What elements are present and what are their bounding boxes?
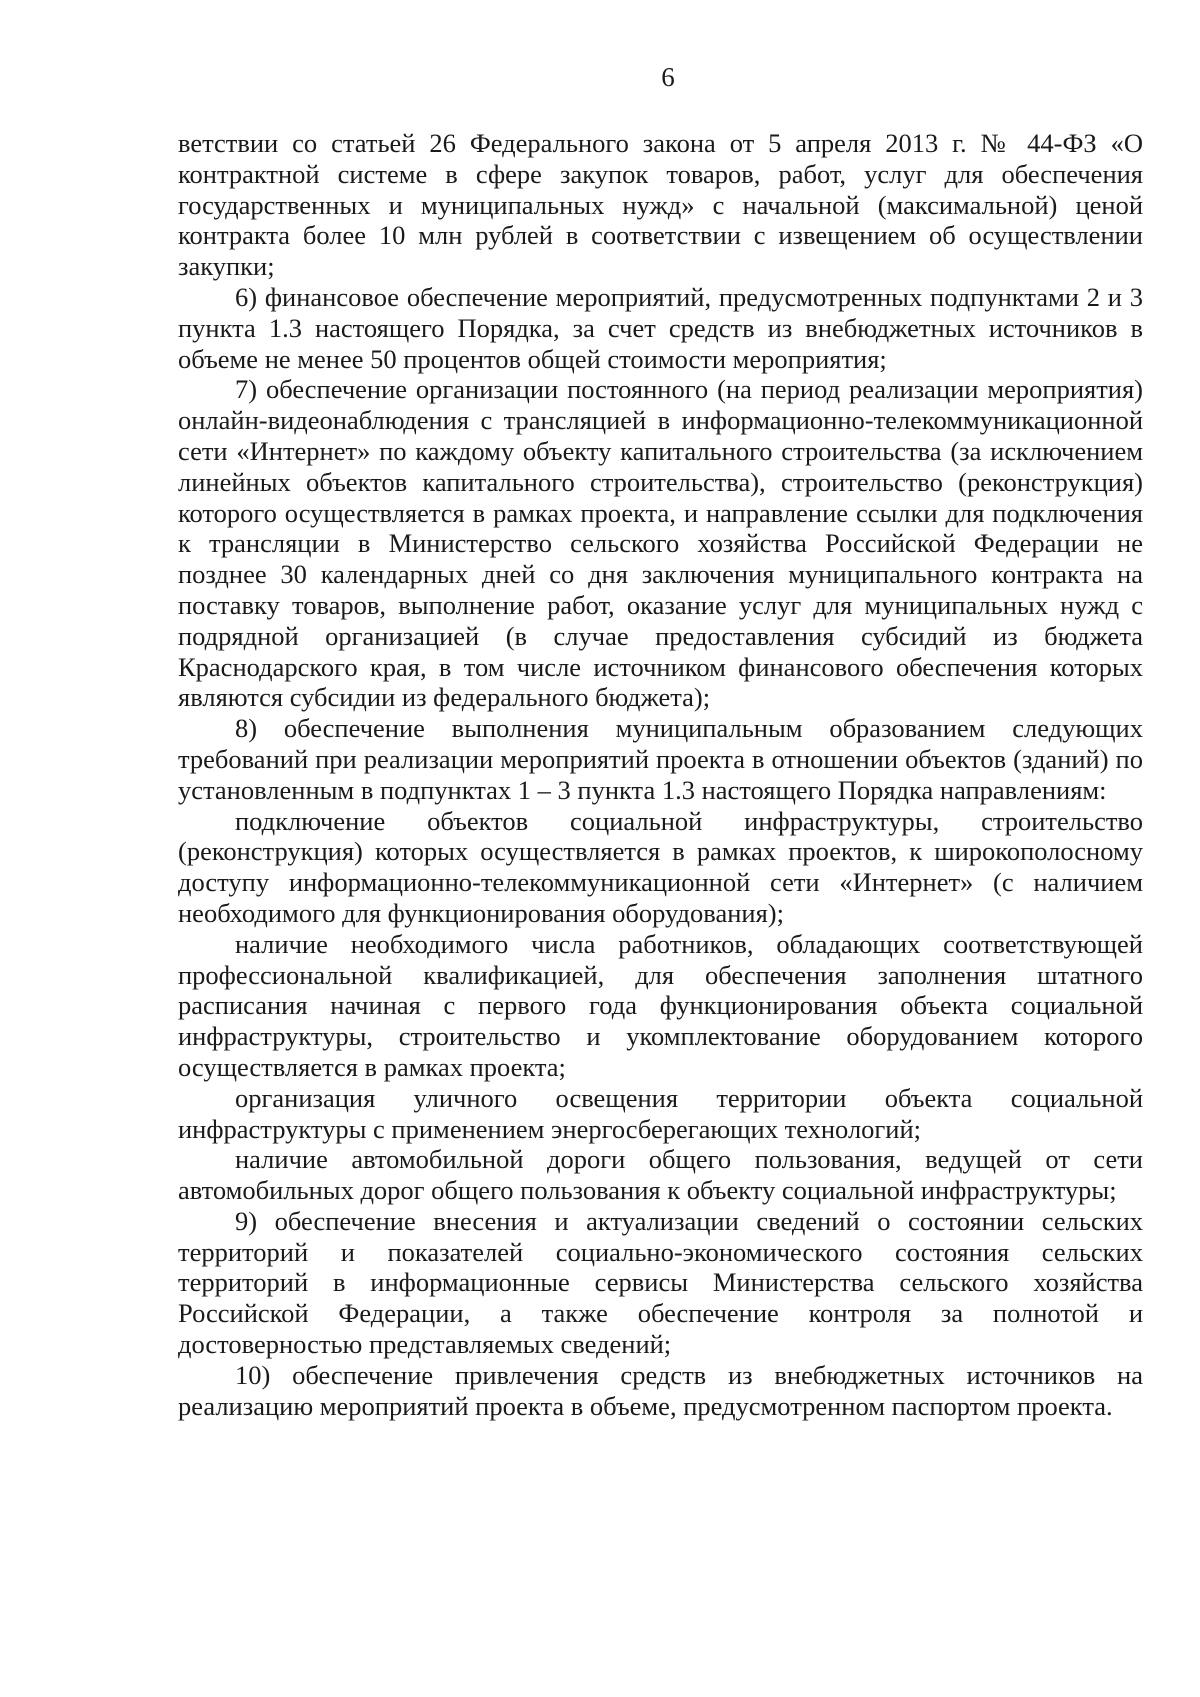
paragraph-item-7: 7) обеспечение организации постоянного (на период реализации мероприятия) онлайн-видеонаблюдения с трансляцией в информационно-телекоммуникационной сети «Интернет» по каждому объекту капитального строительства (за исключением линейных объектов капитального строительства), строительство (реконструкция) которого осуществляется в рамках проекта, и направление ссылки для подключения к трансляции в Министерство сельского хозяйства Российской Федерации не позднее 30 календарных дней со дня заключения муниципального контракта на поставку товаров, выполнение работ, оказание услуг для муниципальных нужд с подрядной организацией (в случае предоставления субсидий из бюджета Краснодарского края, в том числе источником финансового обеспечения которых являются субсидии из федерального бюджета); xyxy=(178,374,1143,713)
paragraph-item-8-staff: наличие необходимого числа работников, обладающих соответствующей профессиональной квалификацией, для обеспечения заполнения штатного расписания начиная с первого года функционирования объекта социальной инфраструктуры, строительство и укомплектование оборудованием которого осуществляется в рамках проекта; xyxy=(178,928,1143,1082)
paragraph-continuation: ветствии со статьей 26 Федерального закона от 5 апреля 2013 г. № 44-ФЗ «О контрактной системе в сфере закупок товаров, работ, услуг для обеспечения государственных и муниципальных нужд» с начальной (максимальной) ценой контракта более 10 млн рублей в соответствии с извещением об осуществлении закупки; xyxy=(178,128,1143,282)
paragraph-item-8: 8) обеспечение выполнения муниципальным образованием следующих требований при реализации мероприятий проекта в отношении объектов (зданий) по установленным в подпунктах 1 – 3 пункта 1.3 настоящего Порядка направлениям: xyxy=(178,713,1143,805)
page-number: 6 xyxy=(661,62,675,92)
paragraph-item-8-road: наличие автомобильной дороги общего пользования, ведущей от сети автомобильных дорог общего пользования к объекту социальной инфраструктуры; xyxy=(178,1144,1143,1206)
paragraph-item-8-internet: подключение объектов социальной инфраструктуры, строительство (реконструкция) которых осуществляется в рамках проектов, к широкополосному доступу информационно-телекоммуникационной сети «Интернет» (с наличием необходимого для функционирования оборудования); xyxy=(178,805,1143,928)
paragraph-item-6: 6) финансовое обеспечение мероприятий, предусмотренных подпунктами 2 и 3 пункта 1.3 настоящего Порядка, за счет средств из внебюджетных источников в объеме не менее 50 процентов общей стоимости мероприятия; xyxy=(178,281,1143,374)
paragraph-item-8-lighting: организация уличного освещения территории объекта социальной инфраструктуры с применением энергосберегающих технологий; xyxy=(178,1082,1143,1144)
paragraph-item-10: 10) обеспечение привлечения средств из внебюджетных источников на реализацию мероприятий проекта в объеме, предусмотренном паспортом проекта. xyxy=(178,1359,1143,1421)
document-body xyxy=(178,128,1143,1421)
paragraph-item-9: 9) обеспечение внесения и актуализации сведений о состоянии сельских территорий и показателей социально-экономического состояния сельских территорий в информационные сервисы Министерства сельского хозяйства Российской Федерации, а также обеспечение контроля за полнотой и достоверностью представляемых сведений; xyxy=(178,1205,1143,1360)
